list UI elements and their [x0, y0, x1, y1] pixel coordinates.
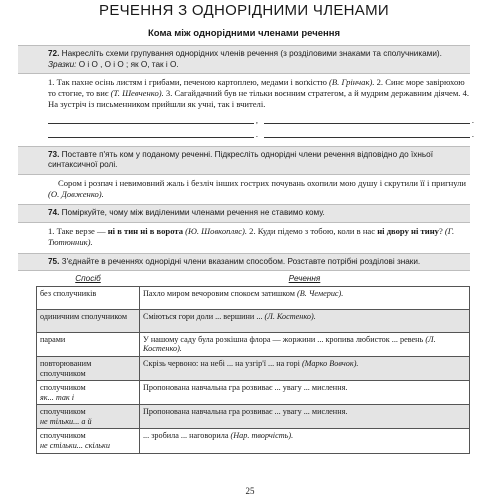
exercise-72-sentence-1: 1. Так пахне осінь листям і грибами, печеною картоплею, медами і воґкістю	[48, 77, 330, 88]
table-row	[37, 356, 470, 380]
exercise-74-number: 74.	[48, 208, 60, 218]
method-cell: сполучником не тільки... а й	[37, 405, 140, 429]
exercise-72-sentence-2: 2. Синє море завірюхою то стогне, то виє	[48, 77, 465, 98]
exercise-72-number: 72.	[48, 49, 60, 58]
exercise-72-answer-lines-1	[18, 114, 474, 125]
highlighted-members-2: ні двору ні тину	[377, 225, 439, 236]
answer-line[interactable]: .	[264, 128, 470, 138]
section-title: Кома між однорідними членами речення	[147, 28, 341, 39]
method-cell: сполучником як... так і	[37, 381, 140, 405]
table-row	[37, 332, 470, 356]
table-row	[37, 286, 470, 309]
page-title: РЕЧЕННЯ З ОДНОРІДНИМИ ЧЛЕНАМИ	[99, 2, 389, 19]
sentence-cell[interactable]: ... зробила ... наговорила (Нар. творчість).	[140, 429, 470, 453]
exercise-73-sentence: Сором і розпач і невимовний жаль і безліч інших гострих почувань охопили мою душу і скрутили її і пригнули (О. Довженко).	[48, 177, 466, 199]
exercise-72-sentences	[18, 77, 470, 109]
sentence-cell[interactable]: Сміються гори доли ... вершини ... (Л. Костенко).	[140, 309, 470, 332]
exercise-72-source-2: (Т. Шевченко).	[110, 87, 164, 98]
exercise-74-task	[18, 204, 470, 223]
method-cell: повторюваним сполучником	[37, 356, 140, 380]
exercise-72-task	[18, 45, 470, 74]
exercise-75-task-text: З'єднайте в реченнях однорідні члени вказаним способом. Розставте потрібні розділові знаки.	[61, 256, 421, 266]
highlighted-members-1: ні в тин ні в ворота	[107, 225, 183, 236]
exercise-72-sentences-3-4: 3. Сагайдачний був не тільки воєнним стратегом, а й мудрим державним діячем. 4. На зустріч із письменником прийшли як учні, так і вчителі.	[48, 87, 470, 109]
exercise-73-number: 73.	[48, 149, 60, 159]
exercise-72-source-1: (В. Грінчак).	[329, 77, 375, 88]
exercise-72-answer-lines-2	[18, 128, 474, 139]
answer-line[interactable]: .	[264, 114, 470, 124]
exercise-75-task	[18, 253, 470, 272]
exercise-73-task-text: Поставте п'ять ком у поданому реченні. Підкресліть однорідні члени речення відповідно до їхньої синтаксичної ролі.	[48, 149, 433, 170]
exercise-75-table	[36, 273, 470, 454]
column-header-sentence: Речення	[288, 274, 321, 284]
method-cell: без сполучників	[37, 286, 140, 309]
table-row	[37, 429, 470, 453]
exercise-74-task-text: Поміркуйте, чому між виділеними членами речення не ставимо кому.	[61, 208, 325, 218]
page-number: 25	[245, 486, 255, 496]
exercise-72-samples: О і О , О і О ; як О, так і О.	[76, 59, 179, 69]
method-cell: парами	[37, 332, 140, 356]
sentence-cell[interactable]: У нашому саду була розкішна флора — жоржини ... кропива любисток ... ревень (Л. Костенко).	[140, 332, 470, 356]
sentence-cell[interactable]: Пропонована навчальна гра розвиває ... увагу ... мислення.	[140, 381, 470, 405]
exercise-75-number: 75.	[48, 256, 60, 266]
method-cell: одиничним сполучником	[37, 309, 140, 332]
column-header-method: Спосіб	[75, 274, 101, 284]
exercise-72-samples-label: Зразки:	[48, 59, 77, 69]
answer-line[interactable]: .	[48, 128, 254, 138]
exercise-73-task	[18, 146, 470, 175]
table-row	[37, 309, 470, 332]
method-cell: сполучником не стільки... скільки	[37, 429, 140, 453]
exercise-72-task-text: Накресліть схеми групування однорідних членів речення (з розділовими знаками та сполучниками).	[61, 49, 442, 58]
answer-line[interactable]: ,	[48, 114, 254, 124]
sentence-cell[interactable]: Пропонована навчальна гра розвиває ... увагу ... мислення.	[140, 405, 470, 429]
table-row	[37, 405, 470, 429]
sentence-cell[interactable]: Скрізь червоно: на небі ... на узгір'ї ... на горі (Марко Вовчок).	[140, 356, 470, 380]
sentence-cell[interactable]: Пахло миром вечоровим спокоєм затишком (В. Чемерис).	[140, 286, 470, 309]
table-row	[37, 381, 470, 405]
exercise-74-sentences: 1. Таке верзе — ні в тин ні в ворота (Ю. Шовкопляс). 2. Куди підемо з тобою, коли в нас ні двору ні тину? (Г. Тютюнник).	[48, 225, 455, 247]
